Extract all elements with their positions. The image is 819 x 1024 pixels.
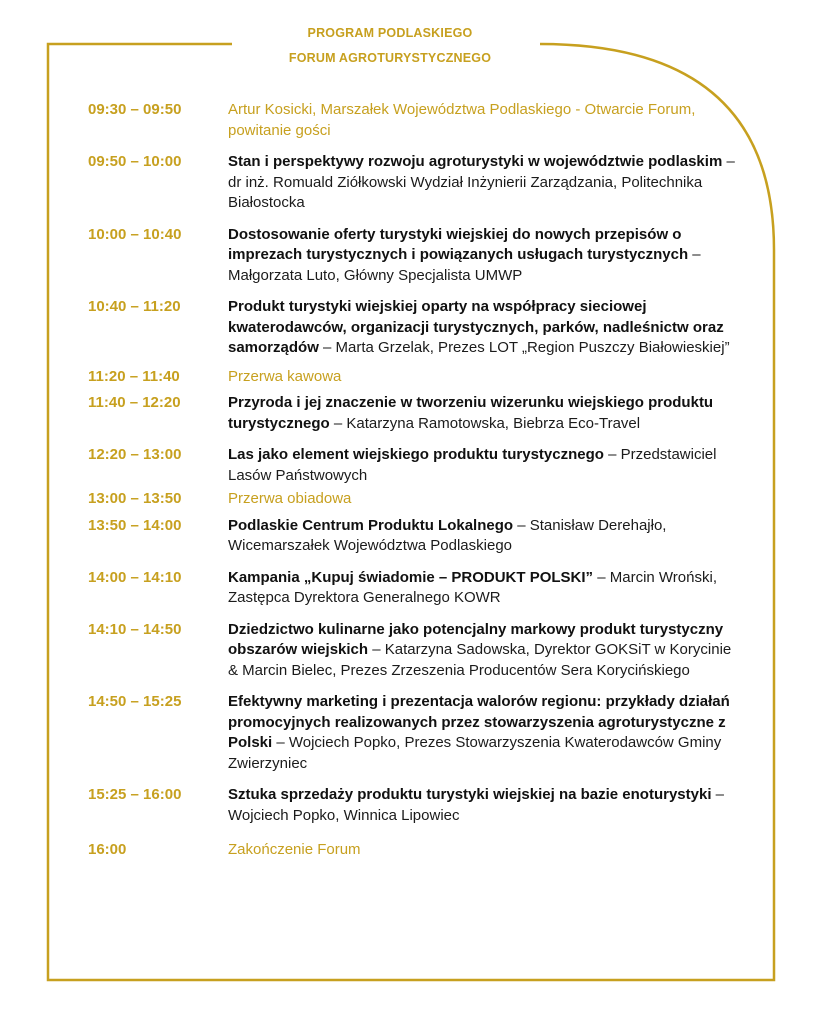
session-description — [228, 225, 738, 287]
schedule-row — [88, 152, 738, 214]
session-details: – Przedstawiciel Lasów Państwowych — [228, 446, 717, 484]
time-slot: 12:20 – 13:00 — [88, 446, 182, 463]
time-slot: 16:00 — [88, 841, 127, 858]
session-title: Las jako element wiejskiego produktu turystycznego — [228, 446, 604, 463]
time-slot: 09:50 – 10:00 — [88, 153, 182, 170]
schedule-row — [88, 620, 738, 682]
time-slot: 14:50 – 15:25 — [88, 693, 182, 710]
time-slot: 15:25 – 16:00 — [88, 786, 182, 803]
session-title: Sztuka sprzedaży produktu turystyki wiejskiej na bazie enoturystyki — [228, 786, 712, 803]
time-slot: 11:40 – 12:20 — [88, 394, 181, 411]
session-description — [228, 489, 738, 510]
session-description — [228, 393, 738, 434]
time-slot: 13:00 – 13:50 — [88, 490, 182, 507]
schedule-row — [88, 568, 738, 609]
session-description — [228, 152, 738, 214]
time-slot: 14:10 – 14:50 — [88, 620, 182, 638]
program-title-line2: FORUM AGROTURYSTYCZNEGO — [288, 51, 492, 65]
time-slot: 11:20 – 11:40 — [88, 367, 180, 385]
session-details: Zakończenie Forum — [228, 841, 361, 858]
session-description — [228, 100, 738, 141]
schedule-row — [88, 692, 738, 774]
session-title: Dostosowanie oferty turystyki wiejskiej do nowych przepisów o imprezach turystycznych i powiązanych usługach turystycznych — [228, 225, 689, 263]
session-description — [228, 692, 738, 774]
session-details: Przerwa obiadowa — [228, 490, 352, 507]
session-title: Produkt turystyki wiejskiej oparty na współpracy sieciowej kwaterodawców, organizacji turystycznych, parków, nadleśnictw oraz samorządów — [228, 298, 724, 356]
session-description — [228, 297, 738, 359]
session-description — [228, 840, 738, 861]
session-title: Podlaskie Centrum Produktu Lokalnego — [228, 516, 514, 534]
time-slot: 09:30 – 09:50 — [88, 101, 182, 118]
session-description — [228, 367, 738, 388]
session-details: – Wojciech Popko, Prezes Stowarzyszenia Kwaterodawców Gminy Zwierzyniec — [228, 734, 722, 772]
session-details: – Wojciech Popko, Winnica Lipowiec — [228, 786, 725, 824]
time-slot: 14:00 – 14:10 — [88, 568, 182, 586]
schedule-row — [88, 100, 738, 141]
session-title: Efektywny marketing i prezentacja walorów regionu: przykłady działań promocyjnych realizowanych przez stowarzyszenia agroturystyczne z Polski — [228, 693, 730, 751]
time-slot: 13:50 – 14:00 — [88, 516, 182, 534]
schedule-row — [88, 840, 738, 861]
schedule-list — [88, 100, 738, 861]
session-details: Przerwa kawowa — [228, 367, 342, 385]
session-details: – Katarzyna Ramotowska, Biebrza Eco-Travel — [329, 414, 641, 432]
session-details: – Stanisław Derehajło, Wicemarszałek Województwa Podlaskiego — [228, 516, 667, 554]
schedule-row — [88, 785, 738, 826]
session-details: Artur Kosicki, Marszałek Województwa Podlaskiego - Otwarcie Forum, powitanie gości — [228, 101, 696, 139]
session-description — [228, 445, 738, 486]
session-title: Dziedzictwo kulinarne jako potencjalny markowy produkt turystyczny obszarów wiejskich — [228, 620, 724, 658]
schedule-row — [88, 367, 738, 388]
session-description — [228, 516, 738, 557]
program-title-line1: PROGRAM PODLASKIEGO — [307, 26, 473, 40]
schedule-row — [88, 393, 738, 434]
schedule-row — [88, 489, 738, 510]
session-details: – Marcin Wroński, Zastępca Dyrektora Generalnego KOWR — [228, 568, 717, 606]
session-details: – Małgorzata Luto, Główny Specjalista UMWP — [228, 246, 701, 284]
session-details: – Marta Grzelak, Prezes LOT „Region Puszczy Białowieskiej” — [318, 339, 730, 356]
session-description — [228, 785, 738, 826]
session-description — [228, 620, 738, 682]
session-description — [228, 568, 738, 609]
schedule-row — [88, 445, 738, 486]
session-title: Kampania „Kupuj świadomie – PRODUKT POLSKI” — [228, 568, 594, 586]
schedule-row — [88, 516, 738, 557]
time-slot: 10:00 – 10:40 — [88, 225, 182, 243]
time-slot: 10:40 – 11:20 — [88, 298, 181, 315]
schedule-row — [88, 297, 738, 359]
session-title: Stan i perspektywy rozwoju agroturystyki w województwie podlaskim — [228, 153, 723, 170]
session-details: – Katarzyna Sadowska, Dyrektor GOKSiT w Korycinie & Marcin Bielec, Prezes Zrzeszenia Producentów Sera Korycińskiego — [228, 641, 732, 679]
session-title: Przyroda i jej znaczenie w tworzeniu wizerunku wiejskiego produktu turystycznego — [228, 394, 714, 432]
session-details: – dr inż. Romuald Ziółkowski Wydział Inżynierii Zarządzania, Politechnika Białostocka — [228, 153, 735, 211]
schedule-row — [88, 225, 738, 287]
